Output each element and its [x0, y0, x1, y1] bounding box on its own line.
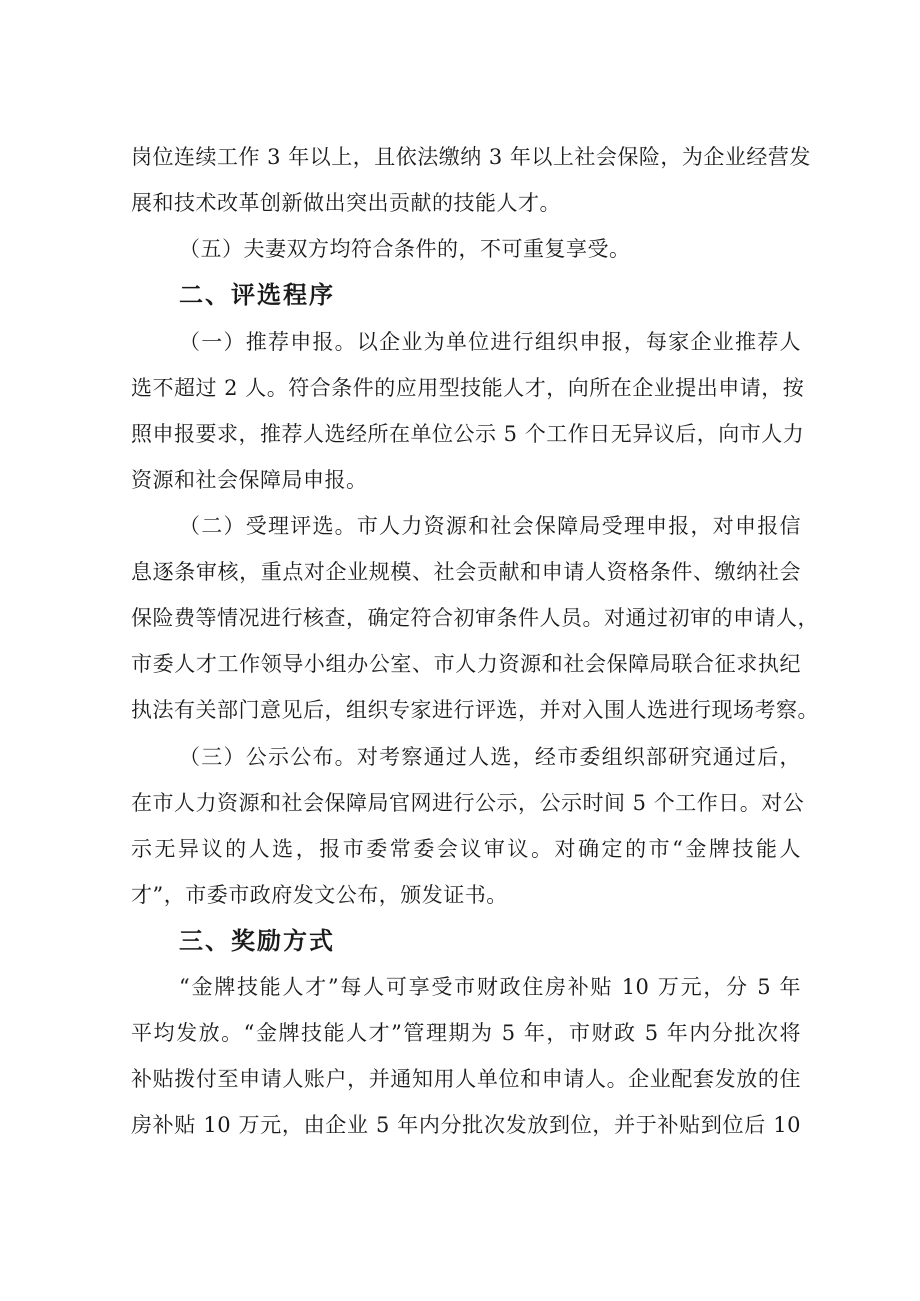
paragraph-line: 照申报要求，推荐人选经所在单位公示 5 个工作日无异议后，向市人力	[131, 422, 805, 446]
paragraph-line: 示无异议的人选，报市委常委会议审议。对确定的市“金牌技能人	[131, 837, 801, 861]
paragraph-line: “金牌技能人才”每人可享受市财政住房补贴 10 万元，分 5 年	[179, 975, 801, 999]
section-heading-selection-procedure: 二、评选程序	[179, 281, 335, 309]
paragraph-line: 补贴拨付至申请人账户，并通知用人单位和申请人。企业配套发放的住	[131, 1067, 801, 1091]
section-heading-reward-method: 三、奖励方式	[179, 927, 335, 955]
paragraph-line: 选不超过 2 人。符合条件的应用型技能人才，向所在企业提出申请，按	[131, 376, 805, 400]
paragraph-line: 平均发放。“金牌技能人才”管理期为 5 年，市财政 5 年内分批次将	[131, 1021, 801, 1045]
paragraph-line: 房补贴 10 万元，由企业 5 年内分批次发放到位，并于补贴到位后 10	[131, 1113, 801, 1137]
paragraph-line: 息逐条审核，重点对企业规模、社会贡献和申请人资格条件、缴纳社会	[131, 560, 801, 584]
paragraph-line: 保险费等情况进行核查，确定符合初审条件人员。对通过初审的申请人，	[131, 606, 819, 630]
paragraph-line: 才”，市委市政府发文公布，颁发证书。	[131, 883, 508, 907]
paragraph-line: 执法有关部门意见后，组织专家进行评选，并对入围人选进行现场考察。	[131, 698, 819, 722]
paragraph-line: 市委人才工作领导小组办公室、市人力资源和社会保障局联合征求执纪	[131, 652, 801, 676]
paragraph-line: 资源和社会保障局申报。	[131, 468, 368, 492]
paragraph-line: 在市人力资源和社会保障局官网进行公示，公示时间 5 个工作日。对公	[131, 791, 805, 815]
paragraph-line: （二）受理评选。市人力资源和社会保障局受理申报，对申报信	[179, 514, 801, 538]
paragraph-line: 展和技术改革创新做出突出贡献的技能人才。	[131, 191, 561, 215]
list-item-5: （五）夫妻双方均符合条件的，不可重复享受。	[179, 237, 631, 261]
paragraph-line: （一）推荐申报。以企业为单位进行组织申报，每家企业推荐人	[179, 330, 801, 354]
paragraph-line: 岗位连续工作 3 年以上，且依法缴纳 3 年以上社会保险，为企业经营发	[131, 145, 811, 169]
paragraph-line: （三）公示公布。对考察通过人选，经市委组织部研究通过后，	[179, 745, 801, 769]
